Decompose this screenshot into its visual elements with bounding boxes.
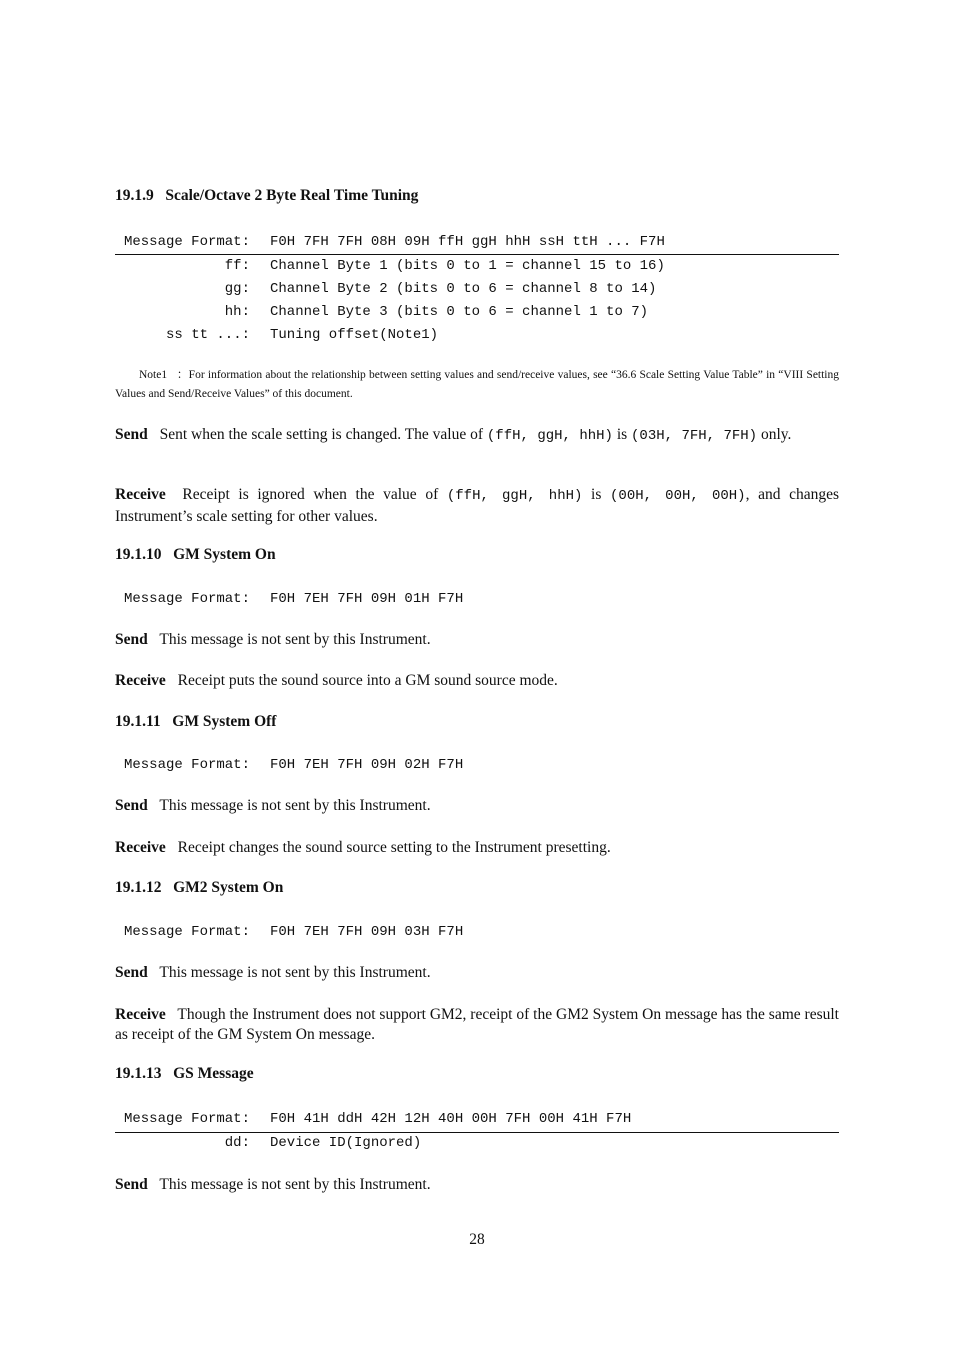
param-row [115, 327, 839, 345]
param-label: ss tt ...: [165, 327, 250, 343]
send-code: (ffH, ggH, hhH) [486, 428, 613, 444]
format-value: F0H 41H ddH 42H 12H 40H 00H 7FH 00H 41H F7H [270, 1111, 632, 1127]
format-value: F0H 7EH 7FH 09H 01H F7H [270, 591, 464, 607]
send-code: (03H, 7FH, 7FH) [631, 428, 758, 444]
param-desc: Device ID(Ignored) [270, 1135, 422, 1151]
send-label: Send [115, 964, 148, 981]
receive-label: Receive [115, 839, 166, 856]
param-row [115, 258, 839, 276]
message-format-row [115, 1111, 839, 1129]
section-heading [115, 1065, 254, 1083]
message-format-row [115, 757, 839, 775]
receive-text: Receipt puts the sound source into a GM sound source mode. [177, 672, 558, 689]
param-row [115, 304, 839, 322]
section-number: 19.1.13 [115, 1065, 162, 1082]
send-text: only. [757, 426, 792, 443]
receive-paragraph [115, 671, 839, 691]
param-desc: Channel Byte 3 (bits 0 to 6 = channel 1 to 7) [270, 304, 649, 320]
param-label: hh: [224, 304, 250, 320]
format-rule [115, 1132, 839, 1133]
send-text: This message is not sent by this Instrument. [159, 1176, 431, 1193]
send-text: This message is not sent by this Instrument. [159, 631, 431, 648]
section-number: 19.1.9 [115, 187, 154, 204]
section-title: GM System On [173, 546, 276, 563]
send-text: Sent when the scale setting is changed. The value of [159, 426, 487, 443]
receive-text: Though the Instrument does not support GM2, receipt of the GM2 System On message has the same result as receipt of the GM System On message. [115, 1006, 839, 1043]
send-paragraph [115, 1175, 839, 1195]
param-row [115, 281, 839, 299]
note-label: Note1 [139, 369, 168, 381]
page-number: 28 [469, 1231, 485, 1248]
message-format-row [115, 591, 839, 609]
receive-paragraph [115, 485, 839, 526]
send-label: Send [115, 426, 148, 443]
section-heading [115, 879, 283, 897]
section-heading [115, 713, 276, 731]
message-format-row [115, 234, 839, 252]
receive-text: Receipt is ignored when the value of [182, 486, 447, 503]
format-label: Message Format: [123, 591, 250, 607]
param-label: ff: [224, 258, 250, 274]
receive-paragraph [115, 838, 839, 858]
send-paragraph [115, 630, 839, 650]
section-number: 19.1.10 [115, 546, 162, 563]
format-value: F0H 7FH 7FH 08H 09H ffH ggH hhH ssH ttH ... F7H [270, 234, 665, 250]
send-paragraph [115, 425, 839, 447]
receive-paragraph [115, 1005, 839, 1044]
format-label: Message Format: [123, 234, 250, 250]
section-title: Scale/Octave 2 Byte Real Time Tuning [165, 187, 419, 204]
format-rule [115, 254, 839, 255]
receive-text: Receipt changes the sound source setting to the Instrument presetting. [177, 839, 611, 856]
param-label: dd: [224, 1135, 250, 1151]
receive-code: (ffH, ggH, hhH) [446, 488, 583, 504]
note-text: For information about the relationship between setting values and send/receive values, see “36.6 Scale Setting Value Table” in “VIII Setting Values and Send/Receive Values” of this document. [115, 369, 840, 400]
param-desc: Channel Byte 2 (bits 0 to 6 = channel 8 to 14) [270, 281, 657, 297]
section-heading [115, 187, 418, 205]
receive-label: Receive [115, 1006, 166, 1023]
format-value: F0H 7EH 7FH 09H 03H F7H [270, 924, 464, 940]
section-heading [115, 546, 276, 564]
format-value: F0H 7EH 7FH 09H 02H F7H [270, 757, 464, 773]
format-label: Message Format: [123, 1111, 250, 1127]
param-desc: Tuning offset(Note1) [270, 327, 439, 343]
send-text: is [612, 426, 632, 443]
message-format-row [115, 924, 839, 942]
send-label: Send [115, 797, 148, 814]
param-row [115, 1135, 839, 1153]
send-paragraph [115, 963, 839, 983]
note-separator: ： [176, 369, 189, 381]
receive-label: Receive [115, 672, 166, 689]
receive-text: , and changes Instrument’s scale setting for other values. [115, 486, 840, 525]
section-title: GS Message [173, 1065, 254, 1082]
receive-text: is [582, 486, 611, 503]
param-desc: Channel Byte 1 (bits 0 to 1 = channel 15 to 16) [270, 258, 665, 274]
send-label: Send [115, 1176, 148, 1193]
param-label: gg: [224, 281, 250, 297]
section-title: GM2 System On [173, 879, 284, 896]
receive-label: Receive [115, 486, 166, 503]
send-text: This message is not sent by this Instrument. [159, 797, 431, 814]
send-paragraph [115, 796, 839, 816]
section-title: GM System Off [172, 713, 277, 730]
section-number: 19.1.12 [115, 879, 162, 896]
format-label: Message Format: [123, 924, 250, 940]
format-label: Message Format: [123, 757, 250, 773]
send-label: Send [115, 631, 148, 648]
section-number: 19.1.11 [115, 713, 161, 730]
footnote [115, 366, 839, 404]
send-text: This message is not sent by this Instrument. [159, 964, 431, 981]
receive-code: (00H, 00H, 00H) [610, 488, 746, 504]
